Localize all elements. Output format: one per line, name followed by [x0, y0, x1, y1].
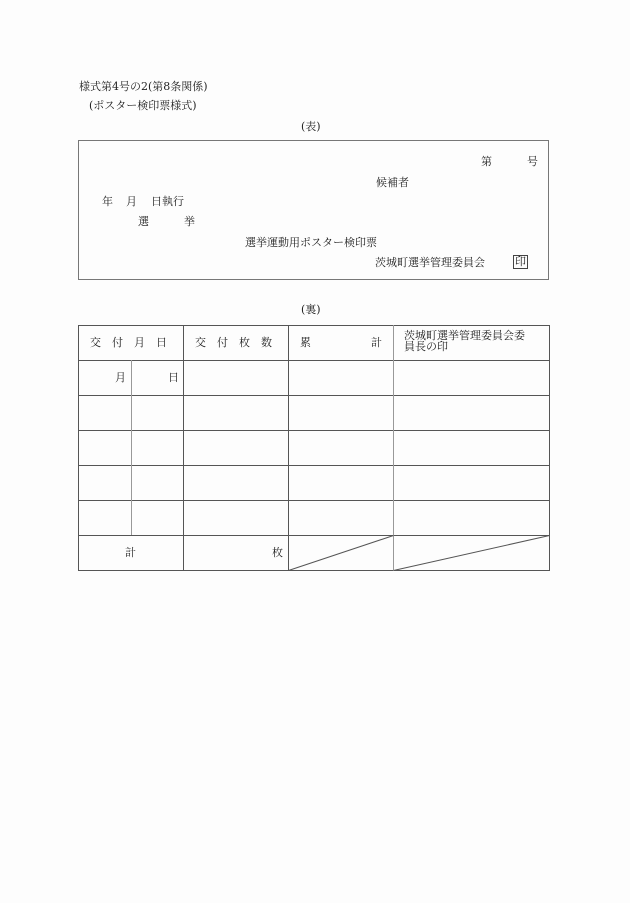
issuance-table: [78, 325, 550, 570]
ticket-title: 選挙運動用ポスター検印票: [245, 236, 377, 249]
number-prefix: 第: [481, 155, 492, 168]
committee-name: 茨城町選挙管理委員会: [375, 256, 485, 269]
header-issue-date: 交 付 月 日: [90, 336, 167, 349]
form-name: (ポスター検印票様式): [89, 99, 197, 112]
candidate-label: 候補者: [376, 176, 409, 189]
total-label: 計: [125, 546, 136, 559]
header-issue-count: 交 付 枚 数: [195, 336, 272, 349]
seal-mark: 印: [515, 255, 526, 268]
header-chair-seal-line1: 茨城町選挙管理委員会委: [404, 329, 525, 342]
date-year: 年: [102, 195, 113, 208]
form-number: 様式第4号の2(第8条関係): [79, 80, 208, 93]
election-sen: 選: [138, 215, 149, 228]
total-row-diagonals: [78, 325, 550, 571]
election-kyo: 挙: [184, 215, 195, 228]
front-section-label: (表): [301, 120, 321, 133]
total-unit: 枚: [272, 546, 283, 559]
header-cumulative-right: 計: [371, 336, 382, 349]
header-cumulative-left: 累: [300, 336, 311, 349]
header-chair-seal-line2: 員長の印: [404, 340, 448, 353]
row1-month-label: 月: [115, 371, 126, 384]
date-day-execution: 日執行: [151, 195, 184, 208]
row1-day-label: 日: [168, 371, 179, 384]
date-month: 月: [126, 195, 137, 208]
number-suffix: 号: [527, 155, 538, 168]
back-section-label: (裏): [301, 303, 321, 316]
